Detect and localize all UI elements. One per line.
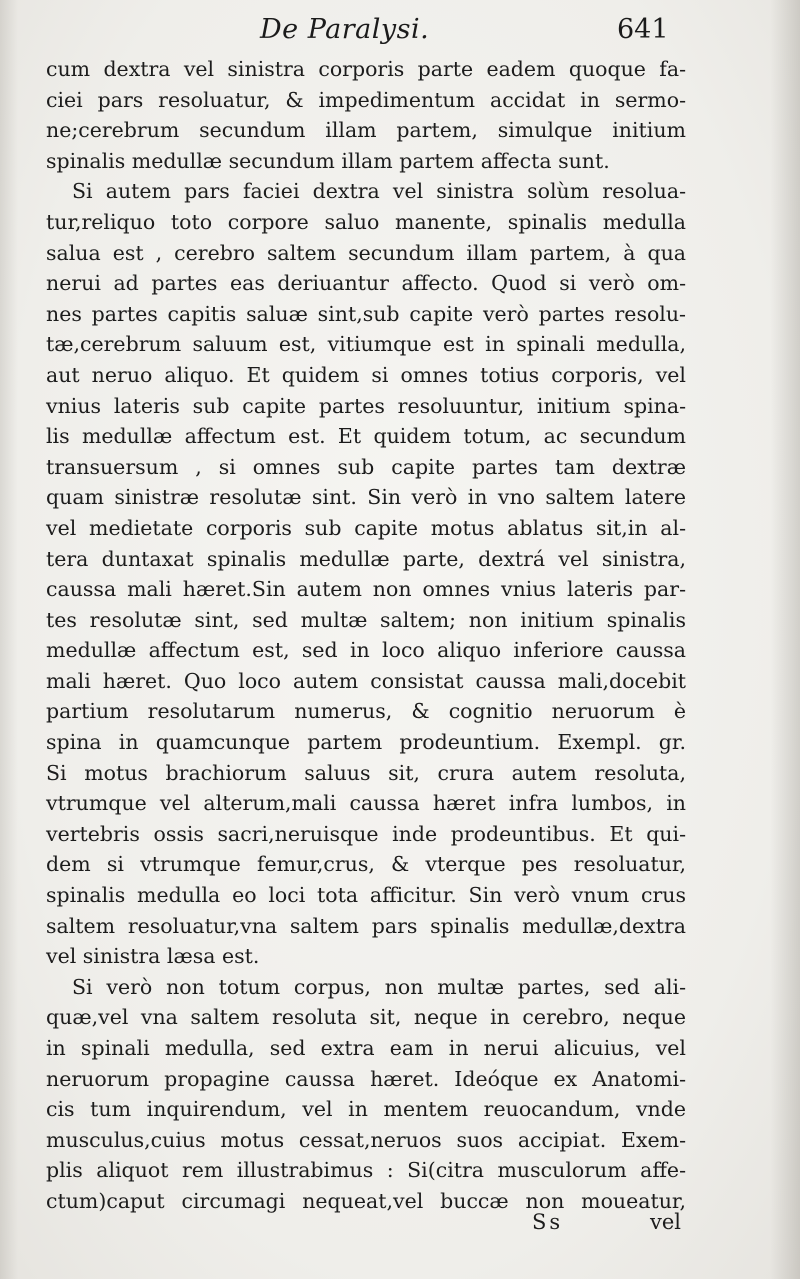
text-line: ctum)caput circumagi nequeat,vel buccæ non moueatur, bbox=[46, 1188, 686, 1213]
text-line: transuersum , si omnes sub capite partes tam dextræ bbox=[46, 454, 686, 479]
text-line: lis medullæ affectum est. Et quidem totum, ac secundum bbox=[46, 424, 686, 449]
text-line: ne;cerebrum secundum illam partem, simulque initium bbox=[46, 118, 686, 143]
text-line: spina in quamcunque partem prodeuntium. Exempl. gr. bbox=[46, 730, 686, 755]
paragraph-start-line: Si verò non totum corpus, non multæ partes, sed ali- bbox=[72, 974, 686, 999]
text-line: partium resolutarum numerus, & cognitio neruorum è bbox=[46, 699, 686, 724]
text-line: medullæ affectum est, sed in loco aliquo inferiore caussa bbox=[46, 638, 686, 663]
text-line: cis tum inquirendum, vel in mentem reuocandum, vnde bbox=[46, 1097, 686, 1122]
text-line: tæ,cerebrum saluum est, vitiumque est in spinali medulla, bbox=[46, 332, 686, 357]
text-line: musculus,cuius motus cessat,neruos suos accipiat. Exem- bbox=[46, 1127, 686, 1152]
text-line: tur,reliquo toto corpore saluo manente, spinalis medulla bbox=[46, 209, 686, 234]
page-number: 641 bbox=[617, 14, 669, 45]
text-line: vnius lateris sub capite partes resoluuntur, initium spina- bbox=[46, 393, 686, 418]
gutter-shadow bbox=[0, 0, 18, 1279]
text-line: spinalis medulla eo loci tota afficitur. Sin verò vnum crus bbox=[46, 883, 686, 908]
paragraph-start-line: Si autem pars faciei dextra vel sinistra solùm resolua- bbox=[72, 179, 686, 204]
text-line: spinalis medullæ secundum illam partem affecta sunt. bbox=[46, 148, 610, 173]
text-line: tes resolutæ sint, sed multæ saltem; non initium spinalis bbox=[46, 607, 686, 632]
text-line: cum dextra vel sinistra corporis parte eadem quoque fa- bbox=[46, 57, 686, 81]
text-line: neruorum propagine caussa hæret. Ideóque ex Anatomi- bbox=[46, 1066, 686, 1091]
page-edge-shadow bbox=[770, 0, 800, 1279]
text-line: nerui ad partes eas deriuantur affecto. Quod si verò om- bbox=[46, 271, 686, 296]
text-line: vertebris ossis sacri,neruisque inde prodeuntibus. Et qui- bbox=[46, 821, 686, 846]
text-line: salua est , cerebro saltem secundum illam partem, à qua bbox=[46, 240, 686, 265]
text-line: saltem resoluatur,vna saltem pars spinalis medullæ,dextra bbox=[46, 913, 686, 938]
text-line: in spinali medulla, sed extra eam in nerui alicuius, vel bbox=[46, 1036, 686, 1060]
text-line: vel sinistra læsa est. bbox=[46, 944, 260, 969]
text-line: Si motus brachiorum saluus sit, crura autem resoluta, bbox=[46, 760, 686, 785]
text-line: vel medietate corporis sub capite motus ablatus sit,in al- bbox=[46, 515, 686, 540]
text-line: caussa mali hæret.Sin autem non omnes vnius lateris par- bbox=[46, 577, 686, 602]
running-title: De Paralysi. bbox=[260, 14, 430, 45]
text-line: mali hæret. Quo loco autem consistat caussa mali,docebit bbox=[46, 668, 686, 693]
text-line: quam sinistræ resolutæ sint. Sin verò in vno saltem latere bbox=[46, 485, 686, 510]
text-line: aut neruo aliquo. Et quidem si omnes totius corporis, vel bbox=[46, 362, 686, 387]
text-line: ciei pars resoluatur, & impedimentum accidat in sermo- bbox=[46, 87, 686, 112]
body-text bbox=[46, 54, 686, 1217]
text-line: quæ,vel vna saltem resoluta sit, neque in cerebro, neque bbox=[46, 1005, 686, 1030]
catchword: vel bbox=[650, 1210, 682, 1234]
signature-mark: Ss bbox=[532, 1210, 564, 1234]
text-line: nes partes capitis saluæ sint,sub capite verò partes resolu- bbox=[46, 301, 686, 326]
text-line: plis aliquot rem illustrabimus : Si(citra musculorum affe- bbox=[46, 1158, 686, 1183]
text-line: tera duntaxat spinalis medullæ parte, dextrá vel sinistra, bbox=[46, 546, 686, 571]
text-line: dem si vtrumque femur,crus, & vterque pes resoluatur, bbox=[46, 852, 686, 877]
text-line: vtrumque vel alterum,mali caussa hæret infra lumbos, in bbox=[46, 791, 686, 816]
